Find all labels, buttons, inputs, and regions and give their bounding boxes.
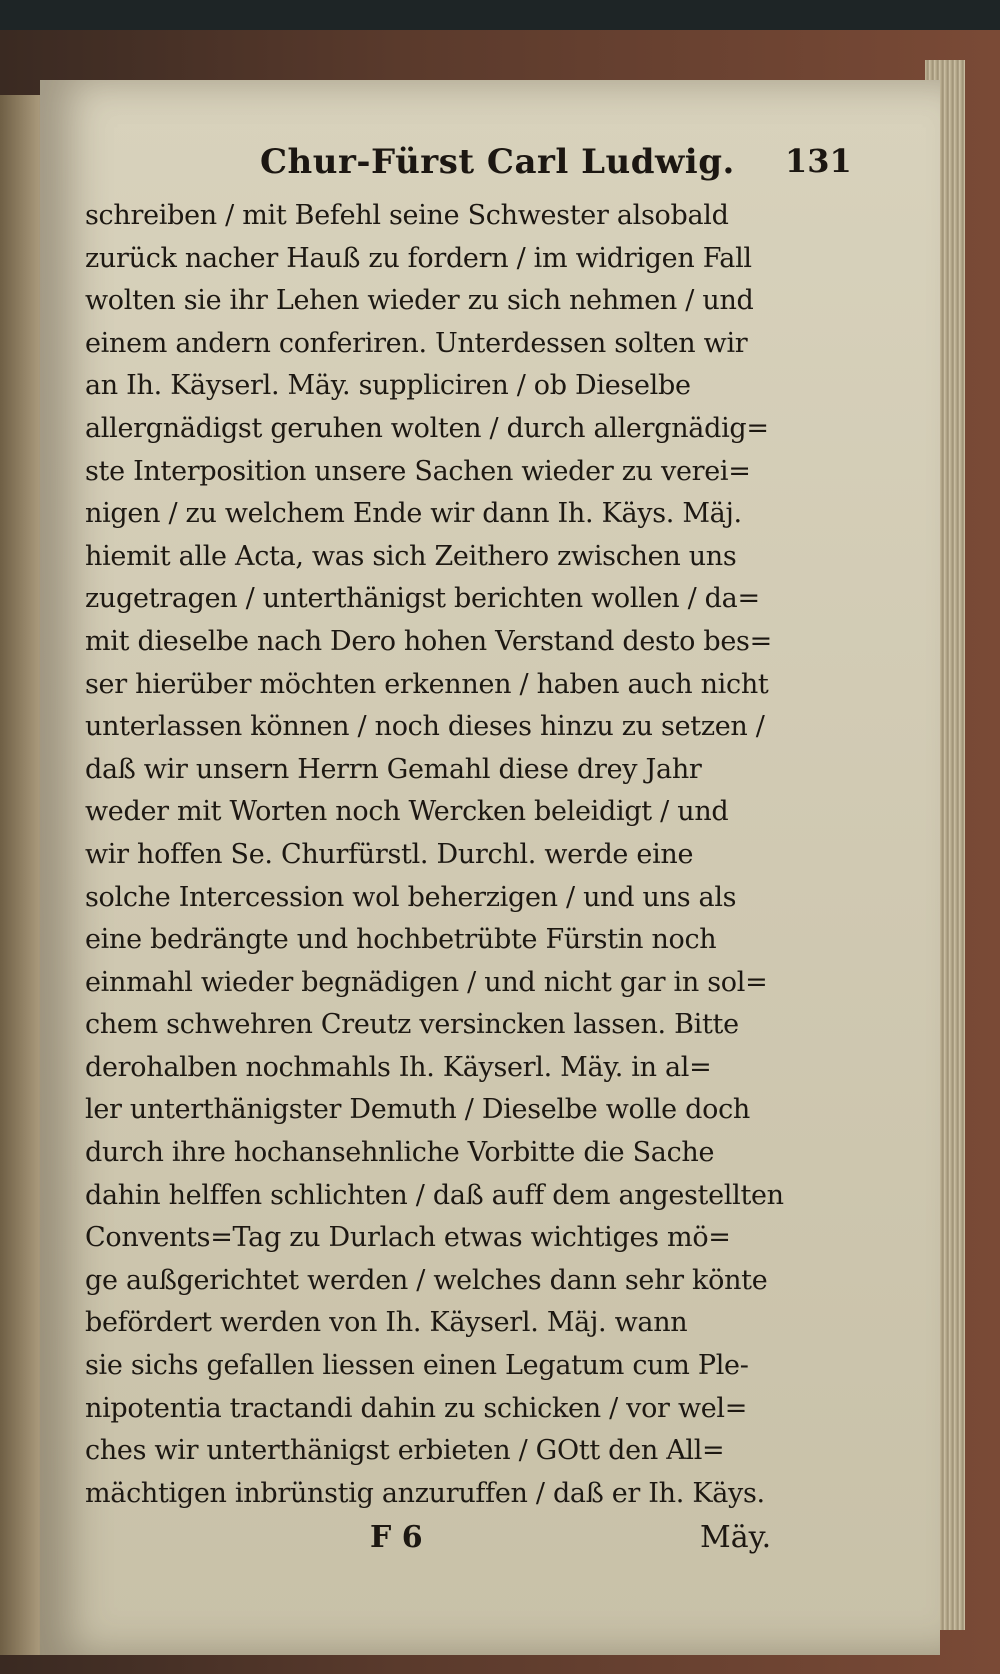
signature-mark: F 6 — [370, 1520, 423, 1555]
text-line: ge außgerichtet werden / welches dann sehr könte — [85, 1264, 768, 1296]
text-line: ser hierüber möchten erkennen / haben auch nicht — [85, 668, 769, 700]
page-footer — [85, 1520, 825, 1570]
text-line: ler unterthänigster Demuth / Dieselbe wolle doch — [85, 1094, 750, 1126]
text-line: derohalben nochmahls Ih. Käyserl. Mäy. in al= — [85, 1051, 712, 1083]
text-line: chem schwehren Creutz versincken lassen. Bitte — [85, 1009, 739, 1041]
body-text — [85, 195, 825, 1515]
text-line: zurück nacher Hauß zu fordern / im widrigen Fall — [85, 242, 752, 274]
text-line: hiemit alle Acta, was sich Zeithero zwischen uns — [85, 540, 737, 572]
background-top-edge — [0, 0, 1000, 30]
text-line: schreiben / mit Befehl seine Schwester alsobald — [85, 200, 729, 231]
text-line: zugetragen / unterthänigst berichten wollen / da= — [85, 583, 760, 615]
text-line: ches wir unterthänigst erbieten / GOtt den All= — [85, 1435, 725, 1467]
text-line: einmahl wieder begnädigen / und nicht gar in sol= — [85, 966, 768, 998]
text-line: solche Intercession wol beherzigen / und uns als — [85, 881, 737, 913]
text-line: daß wir unsern Herrn Gemahl diese drey Jahr — [85, 753, 702, 785]
text-line: mächtigen inbrünstig anzuruffen / daß er Ih. Käys. — [85, 1477, 765, 1509]
running-head: Chur-Fürst Carl Ludwig. — [260, 142, 735, 182]
text-line: nipotentia tractandi dahin zu schicken / vor wel= — [85, 1392, 748, 1424]
catchword: Mäy. — [700, 1520, 772, 1555]
text-line: nigen / zu welchem Ende wir dann Ih. Käys. Mäj. — [85, 498, 742, 530]
text-line: ste Interposition unsere Sachen wieder zu verei= — [85, 455, 751, 487]
text-line: mit dieselbe nach Dero hohen Verstand desto bes= — [85, 625, 772, 657]
text-line: Convents=Tag zu Durlach etwas wichtiges mö= — [85, 1222, 731, 1254]
text-line: allergnädigst geruhen wolten / durch allergnädig= — [85, 412, 769, 444]
text-line: wolten sie ihr Lehen wieder zu sich nehmen / und — [85, 285, 754, 317]
text-line: wir hoffen Se. Churfürstl. Durchl. werde eine — [85, 838, 694, 870]
text-line: unterlassen können / noch dieses hinzu zu setzen / — [85, 711, 765, 743]
text-line: durch ihre hochansehnliche Vorbitte die Sache — [85, 1137, 715, 1169]
text-line: sie sichs gefallen liessen einen Legatum cum Ple- — [85, 1350, 749, 1382]
page-header — [240, 138, 852, 188]
page-number: 131 — [785, 142, 852, 180]
text-line: dahin helffen schlichten / daß auff dem angestellten — [85, 1179, 784, 1211]
text-line: eine bedrängte und hochbetrübte Fürstin noch — [85, 924, 717, 956]
text-line: an Ih. Käyserl. Mäy. suppliciren / ob Dieselbe — [85, 370, 691, 402]
text-line: weder mit Worten noch Wercken beleidigt / und — [85, 796, 729, 828]
text-line: einem andern conferiren. Unterdessen solten wir — [85, 327, 748, 359]
text-line: befördert werden von Ih. Käyserl. Mäj. wann — [85, 1307, 688, 1339]
